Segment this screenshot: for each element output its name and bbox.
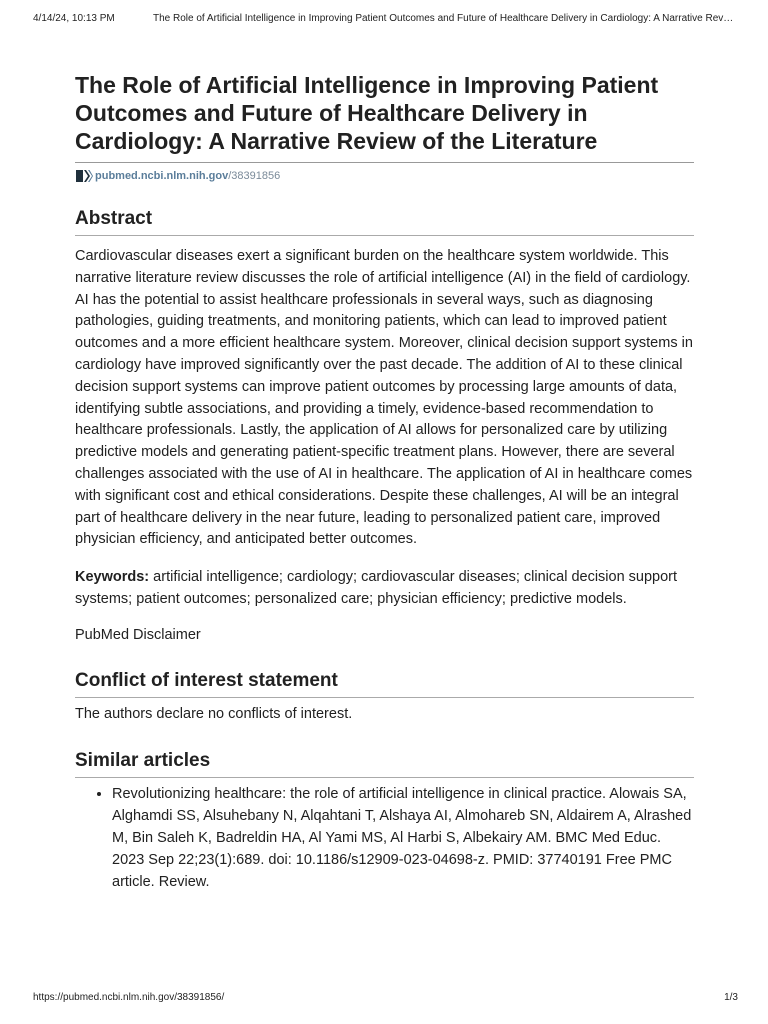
article-title: The Role of Artificial Intelligence in Improving Patient Outcomes and Future of Healthcare Delivery in Cardiology: A Narrative Review of the Literature bbox=[75, 71, 694, 163]
page-number: 1/3 bbox=[724, 992, 738, 1003]
source-domain[interactable]: pubmed.ncbi.nlm.nih.gov bbox=[95, 170, 229, 182]
print-url: https://pubmed.ncbi.nlm.nih.gov/38391856/ bbox=[33, 992, 225, 1003]
print-page-title: The Role of Artificial Intelligence in Improving Patient Outcomes and Future of Healthcare Delivery in Cardiology: A Narrative Rev… bbox=[153, 13, 734, 24]
pubmed-logo-icon bbox=[75, 169, 93, 183]
article-content bbox=[75, 71, 694, 893]
conflict-text: The authors declare no conflicts of interest. bbox=[75, 705, 353, 722]
similar-articles-section bbox=[75, 749, 694, 893]
similar-articles-list bbox=[75, 784, 694, 893]
source-path[interactable]: /38391856 bbox=[228, 170, 281, 182]
keywords-label: Keywords: bbox=[75, 569, 150, 586]
abstract-section bbox=[75, 207, 694, 647]
abstract-text: Cardiovascular diseases exert a significant burden on the healthcare system worldwide. This narrative literature review discusses the role of artificial intelligence (AI) in the field of cardiology. AI has the potential to assist healthcare professionals in several ways, such as diagnosing pathologies, guiding treatments, and monitoring patients, which can lead to improved patient outcomes and a more efficient healthcare system. Moreover, clinical decision support systems in cardiology have improved significantly over the past decade. The addition of AI to these clinical decision support systems can improve patient outcomes by processing large amounts of data, identifying subtle associations, and providing a timely, evidence-based recommendation to healthcare professionals. Lastly, the application of AI allows for personalized care by utilizing predictive models and generating patient-specific treatment plans. However, there are several challenges associated with the use of AI in healthcare. The application of AI in healthcare comes with significant cost and ethical considerations. Despite these challenges, AI will be an integral part of healthcare delivery in the near future, leading to personalized patient care, improved physician efficiency, and anticipated better outcomes. bbox=[75, 248, 693, 548]
source-link[interactable] bbox=[75, 169, 694, 183]
abstract-heading: Abstract bbox=[75, 207, 694, 236]
conflict-section bbox=[75, 669, 694, 726]
print-datetime: 4/14/24, 10:13 PM bbox=[33, 13, 115, 24]
keywords-list: artificial intelligence; cardiology; cardiovascular diseases; clinical decision support systems; patient outcomes; personalized care; physician efficiency; predictive models. bbox=[75, 569, 678, 607]
pubmed-disclaimer-link[interactable]: PubMed Disclaimer bbox=[75, 626, 201, 643]
list-item[interactable]: • Revolutionizing healthcare: the role of artificial intelligence in clinical practice. Alowais SA, Alghamdi SS, Alsuhebany N, Alqahtani T, Alshaya AI, Almohareb SN, Aldairem A, Alrashed M, Bin Saleh K, Badreldin HA, Al Yami MS, Al Harbi S, Albekairy AM. BMC Med Educ. 2023 Sep 22;23(1):689. doi: 10.1186/s12909-023-04698-z. PMID: 37740191 Free PMC article. Review. bbox=[112, 784, 694, 893]
conflict-heading: Conflict of interest statement bbox=[75, 669, 694, 698]
similar-articles-heading: Similar articles bbox=[75, 749, 694, 778]
keywords bbox=[75, 567, 694, 611]
